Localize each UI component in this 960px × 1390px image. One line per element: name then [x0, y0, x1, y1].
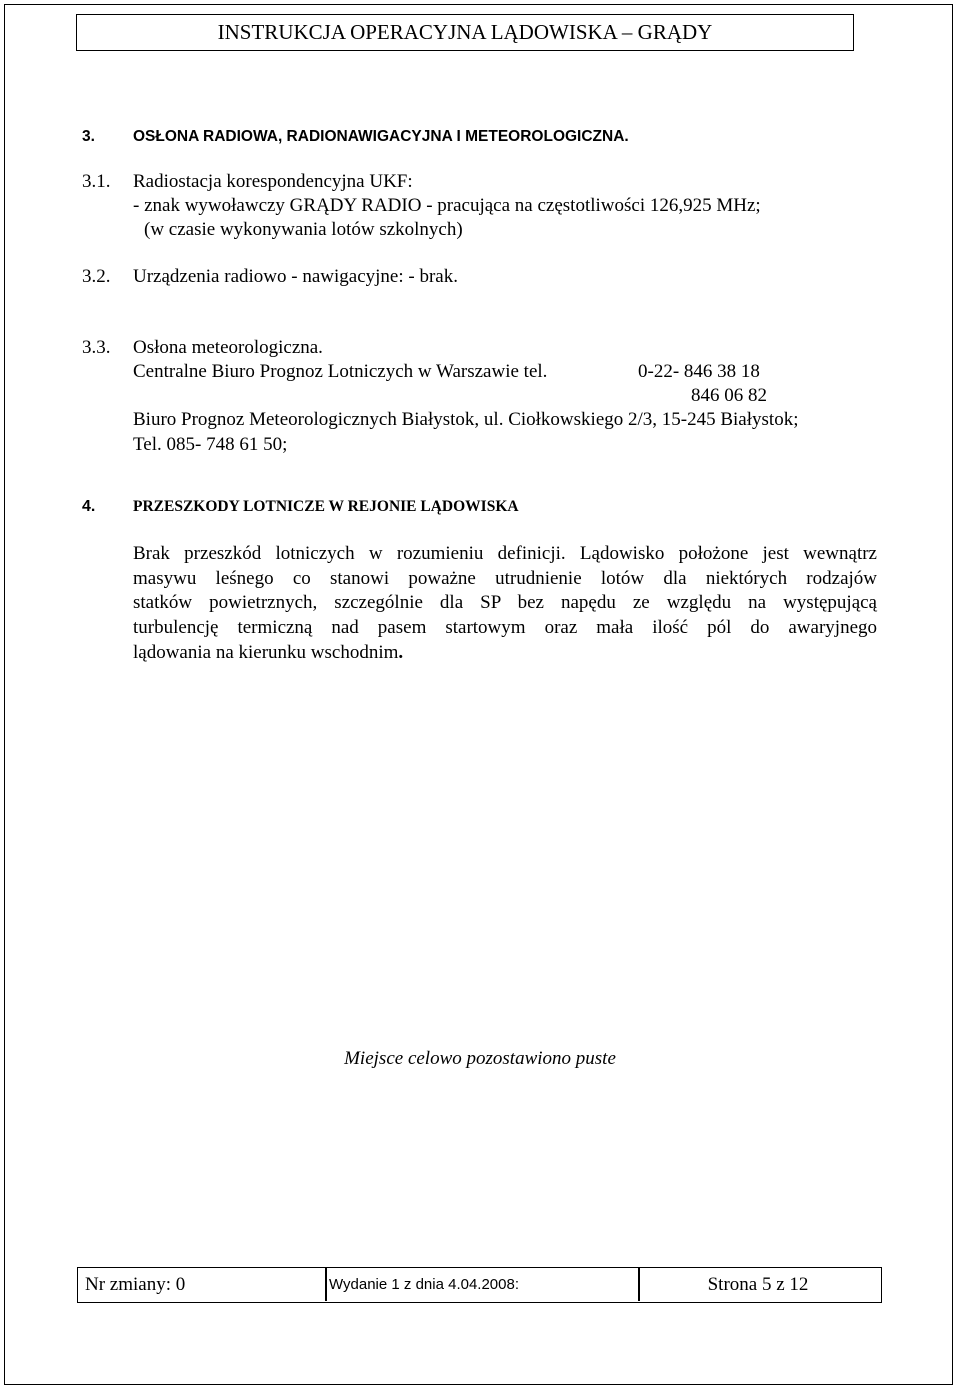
paragraph-last-text: lądowania na kierunku wschodnim [133, 641, 399, 663]
document-footer [77, 1267, 882, 1303]
edition-date: Wydanie 1 z dnia 4.04.2008: [329, 1276, 519, 1293]
obstacles-paragraph [133, 542, 877, 666]
section-3-title: OSŁONA RADIOWA, RADIONAWIGACYJNA I METEOROLOGICZNA. [133, 128, 629, 145]
section-3-3-number: 3.3. [82, 337, 111, 358]
section-3-3-title: Osłona meteorologiczna. [133, 337, 323, 358]
section-4-number: 4. [82, 498, 96, 515]
footer-divider [325, 1268, 327, 1301]
section-3-1-number: 3.1. [82, 171, 111, 192]
section-4-title: PRZESZKODY LOTNICZE W REJONIE LĄDOWISKA [133, 498, 519, 515]
document-title: INSTRUKCJA OPERACYJNA LĄDOWISKA – GRĄDY [217, 20, 713, 44]
section-3-1-title: Radiostacja korespondencyjna UKF: [133, 171, 413, 192]
section-3-1-note: (w czasie wykonywania lotów szkolnych) [144, 219, 463, 240]
document-header [76, 14, 854, 51]
paragraph-line: masywu leśnego co stanowi poważne utrudnienie lotów dla niektórych rodzajów [133, 567, 877, 589]
intentionally-blank-note: Miejsce celowo pozostawiono puste [344, 1048, 616, 1069]
change-number: Nr zmiany: 0 [85, 1274, 186, 1295]
section-3-2-number: 3.2. [82, 266, 111, 287]
paragraph-last-line [133, 641, 877, 666]
paragraph-line: Brak przeszkód lotniczych w rozumieniu definicji. Lądowisko położone jest wewnątrz [133, 543, 877, 564]
section-3-number: 3. [82, 128, 95, 145]
bialystok-bureau-address: Biuro Prognoz Meteorologicznych Białystok, ul. Ciołkowskiego 2/3, 15-245 Białystok; [133, 409, 799, 430]
section-3-2-title: Urządzenia radiowo - nawigacyjne: - brak. [133, 266, 458, 287]
paragraph-line: statków powietrznych, szczególnie dla SP bez napędu ze względu na występującą [133, 592, 877, 614]
bialystok-bureau-phone: Tel. 085- 748 61 50; [133, 434, 288, 455]
central-bureau-phone-1: 0-22- 846 38 18 [638, 361, 760, 382]
page-number: Strona 5 z 12 [707, 1274, 809, 1295]
paragraph-end-dot: . [398, 641, 404, 663]
section-3-1-callsign: - znak wywoławczy GRĄDY RADIO - pracująca na częstotliwości 126,925 MHz; [133, 195, 761, 216]
paragraph-line: turbulencję termiczną nad pasem startowym oraz mała ilość pól do awaryjnego [133, 617, 877, 639]
central-bureau-line: Centralne Biuro Prognoz Lotniczych w Warszawie tel. [133, 361, 548, 382]
central-bureau-phone-2: 846 06 82 [691, 385, 767, 406]
